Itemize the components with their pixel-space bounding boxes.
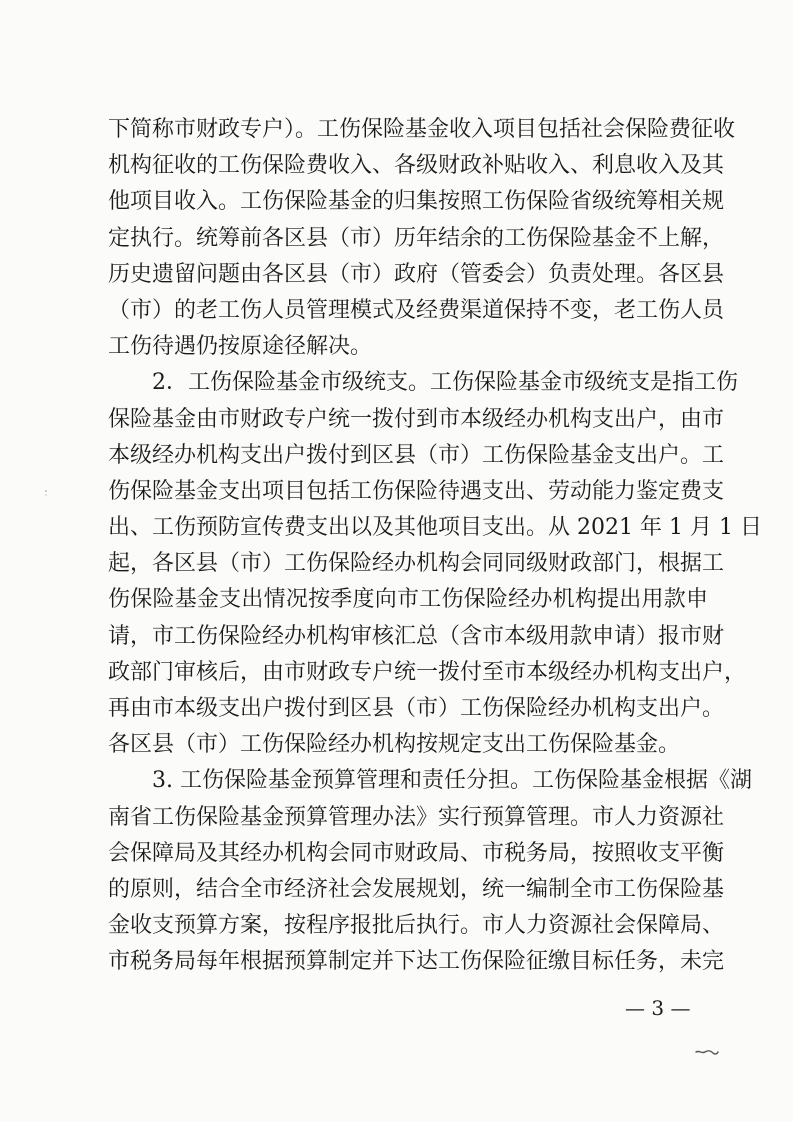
paragraph-2-line-7: 伤保险基金支出情况按季度向市工伤保险经办机构提出用款申 <box>108 587 708 613</box>
paragraph-1-line-3: 他项目收入。工伤保险基金的归集按照工伤保险省级统筹相关规 <box>108 189 725 215</box>
paragraph-2-line-6: 起，各区县（市）工伤保险经办机构会同同级财政部门，根据工 <box>108 551 725 577</box>
paragraph-3-line-5: 金收支预算方案，按程序报批后执行。市人力资源社会保障局、 <box>108 913 725 939</box>
paragraph-2-line-8: 请，市工伤保险经办机构审核汇总（含市本级用款申请）报市财 <box>108 623 725 649</box>
paragraph-3-line-6: 市税务局每年根据预算制定并下达工伤保险征缴目标任务，未完 <box>108 949 725 975</box>
paragraph-2-line-9: 政部门审核后，由市财政专户统一拨付至市本级经办机构支出户， <box>108 659 747 685</box>
page-number: — 3 — <box>625 996 691 1020</box>
scan-smudge-mark <box>695 1048 719 1056</box>
paragraph-1-line-6: （市）的老工伤人员管理模式及经费渠道保持不变，老工伤人员 <box>108 297 725 323</box>
paragraph-3-line-3: 会保障局及其经办机构会同市财政局、市税务局，按照收支平衡 <box>108 840 725 866</box>
paragraph-1-line-2: 机构征收的工伤保险费收入、各级财政补贴收入、利息收入及其 <box>108 153 725 179</box>
paragraph-3-line-4: 的原则，结合全市经济社会发展规划，统一编制全市工伤保险基 <box>108 876 725 902</box>
paragraph-3-line-2: 南省工伤保险基金预算管理办法》实行预算管理。市人力资源社 <box>108 804 725 830</box>
paragraph-2-line-11: 各区县（市）工伤保险经办机构按规定支出工伤保险基金。 <box>108 732 681 758</box>
paragraph-1-line-4: 定执行。统筹前各区县（市）历年结余的工伤保险基金不上解， <box>108 225 725 251</box>
paragraph-1-line-1: 下简称市财政专户）。工伤保险基金收入项目包括社会保险费征收 <box>108 117 736 142</box>
body-text <box>108 112 762 981</box>
paragraph-2-line-5: 出、工伤预防宣传费支出以及其他项目支出。从 2021 年 1 月 1 日 <box>108 515 762 541</box>
paragraph-1-line-5: 历史遗留问题由各区县（市）政府（管委会）负责处理。各区县 <box>108 261 725 287</box>
paragraph-1-line-7: 工伤待遇仍按原途径解决。 <box>108 334 373 360</box>
scan-margin-dot <box>44 488 48 498</box>
paragraph-2-line-2: 保险基金由市财政专户统一拨付到市本级经办机构支出户，由市 <box>108 406 725 432</box>
paragraph-3-line-1: 3. 工伤保险基金预算管理和责任分担。工伤保险基金根据《湖 <box>152 768 752 794</box>
paragraph-2-line-10: 再由市本级支出户拨付到区县（市）工伤保险经办机构支出户。 <box>108 696 725 721</box>
paragraph-2-line-4: 伤保险基金支出项目包括工伤保险待遇支出、劳动能力鉴定费支 <box>108 478 725 504</box>
paragraph-2-line-3: 本级经办机构支出户拨付到区县（市）工伤保险基金支出户。工 <box>108 442 725 468</box>
paragraph-2-line-1: 2．工伤保险基金市级统支。工伤保险基金市级统支是指工伤 <box>152 370 738 396</box>
